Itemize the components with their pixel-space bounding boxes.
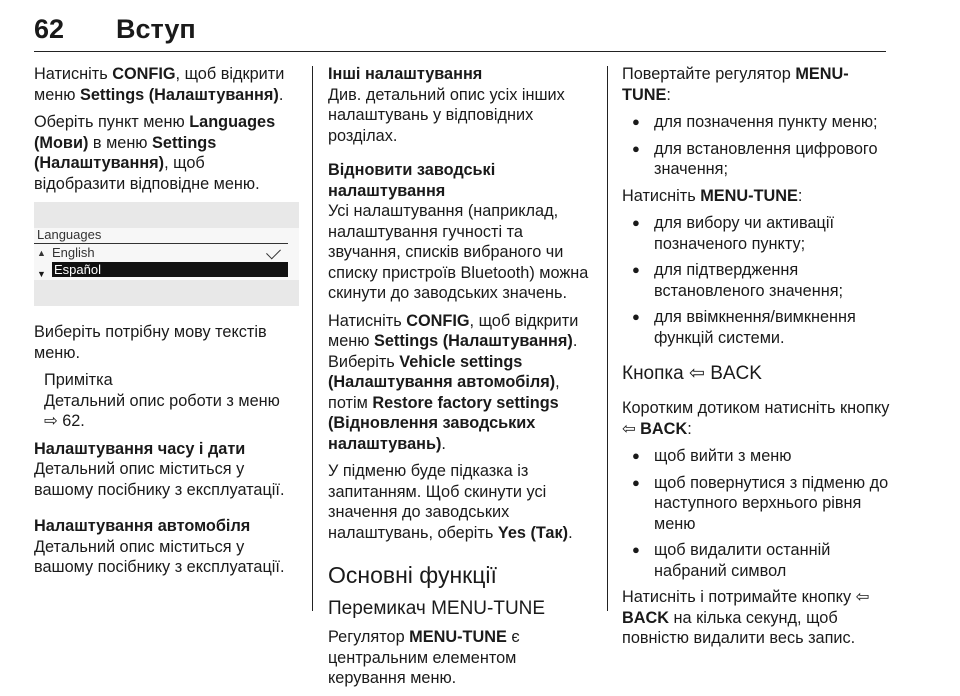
screen-row-english: ▲ English — [34, 246, 288, 260]
screen-display — [34, 228, 299, 280]
heading-time-date: Налаштування часу і дати — [34, 439, 246, 458]
list-item: ● для вибору чи активації позначеного пункту; — [622, 213, 892, 254]
list-item: ● для встановлення цифрового значення; — [622, 139, 892, 180]
bullet-list-press — [622, 213, 892, 348]
paragraph-back-long: Натисніть і потримайте кнопку ⇦ BACK на кілька секунд, щоб повністю видалити весь запис. — [622, 588, 870, 647]
column-divider-2 — [607, 66, 608, 611]
section-title: Вступ — [116, 14, 196, 44]
list-item: ● для ввімкнення/вимкнення функцій системи. — [622, 307, 892, 348]
note — [34, 370, 300, 432]
paragraph-restore-factory: Усі налаштування (наприклад, налаштування гучності та звучання, списків вибраного чи списку пристроїв Bluetooth) можна скинути до заводських значень. — [328, 202, 589, 302]
paragraph-confirm: У підменю буде підказка із запитанням. Щоб скинути усі значення до заводських налаштувань, оберіть Yes (Так). — [328, 462, 573, 542]
paragraph-other-settings: Див. детальний опис усіх інших налаштувань у відповідних розділах. — [328, 85, 565, 145]
paragraph-languages: Оберіть пункт меню Languages (Мови) в меню Settings (Налаштування), щоб відобразити відповідне меню. — [34, 113, 276, 193]
down-arrow-icon: ▼ — [37, 269, 46, 279]
screen-rule — [34, 243, 288, 244]
heading-vehicle-settings: Налаштування автомобіля — [34, 517, 251, 535]
paragraph-restore-steps: Натисніть CONFIG, щоб відкрити меню Settings (Налаштування). Виберіть Vehicle settings (Налаштування автомобіля), потім Restore factory settings (Відновлення заводських налаштувань). — [328, 311, 579, 453]
heading-back-button: Кнопка ⇦ BACK — [622, 363, 762, 384]
bullet-list-turn — [622, 112, 892, 180]
list-item: ● для підтвердження встановленого значення; — [622, 260, 892, 301]
heading-main-functions: Основні функції — [328, 562, 497, 588]
paragraph-menu-tune: Регулятор MENU-TUNE є центральним елементом керування меню. — [328, 628, 520, 687]
screen-title: Languages — [37, 227, 102, 242]
paragraph-time-date: Детальний опис міститься у вашому посібнику з експлуатації. — [34, 460, 285, 499]
header-rule — [34, 51, 886, 52]
list-item: ● щоб видалити останній набраний символ — [622, 540, 892, 581]
column-1 — [34, 64, 300, 585]
list-item: ● для позначення пункту меню; — [622, 112, 892, 133]
heading-restore-factory: Відновити заводські налаштування — [328, 161, 496, 200]
paragraph-choose-language: Виберіть потрібну мову текстів меню. — [34, 323, 267, 362]
heading-other-settings: Інші налаштування — [328, 65, 483, 83]
languages-screen-image — [34, 202, 299, 306]
list-item: ● щоб повернутися з підменю до наступного верхнього рівня меню — [622, 473, 892, 535]
note-text: Детальний опис роботи з меню ⇨ 62. — [44, 391, 280, 430]
column-3 — [622, 64, 892, 656]
column-divider-1 — [312, 66, 313, 611]
note-title: Примітка — [44, 371, 113, 389]
column-2 — [328, 64, 590, 696]
check-icon — [266, 245, 281, 260]
bullet-list-back — [622, 446, 892, 581]
page-header — [0, 0, 960, 55]
paragraph-vehicle-settings: Детальний опис міститься у вашому посібнику з експлуатації. — [34, 537, 285, 576]
paragraph-press-knob: Натисніть MENU-TUNE: — [622, 186, 803, 205]
heading-menu-tune: Перемикач MENU-TUNE — [328, 598, 546, 619]
screen-row-espanol: Español — [52, 262, 288, 277]
paragraph-turn-knob: Повертайте регулятор MENU-TUNE: — [622, 65, 849, 104]
paragraph-config: Натисніть CONFIG, щоб відкрити меню Settings (Налаштування). — [34, 65, 285, 104]
list-item: ● щоб вийти з меню — [622, 446, 892, 467]
up-arrow-icon: ▲ — [37, 248, 46, 258]
paragraph-back-short: Коротким дотиком натисніть кнопку ⇦ BACK: — [622, 399, 890, 438]
page-ref-icon: ⇨ — [44, 412, 58, 430]
page-number: 62 — [34, 14, 65, 44]
